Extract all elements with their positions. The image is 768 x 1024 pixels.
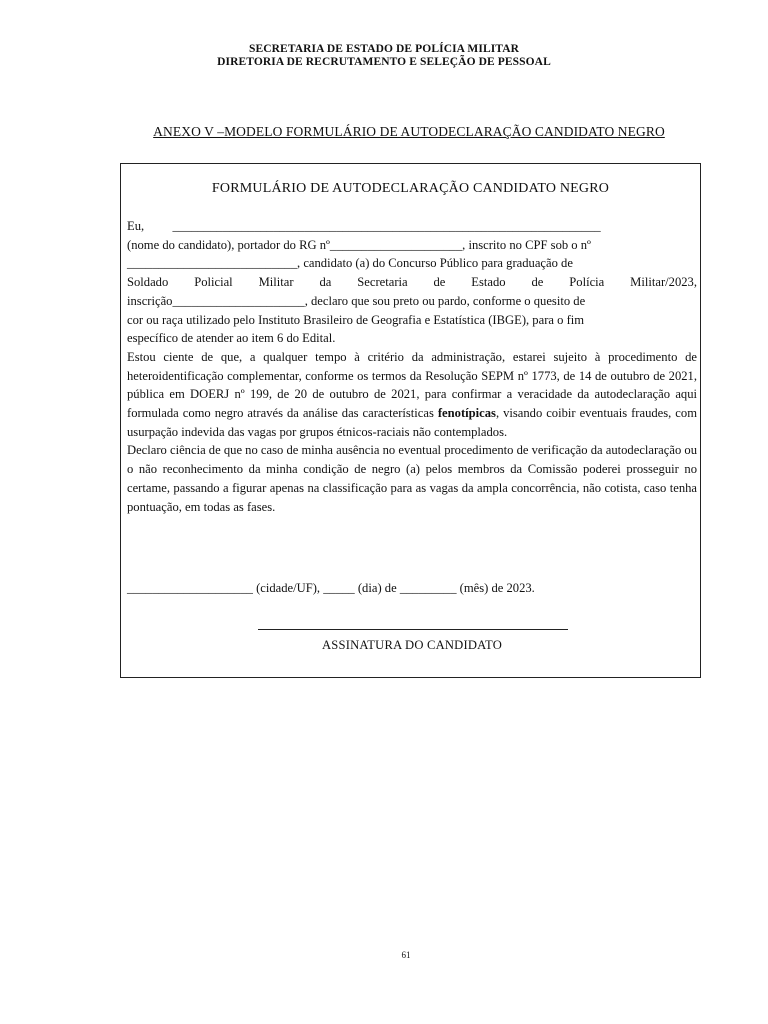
declaration-paragraph <box>127 217 697 348</box>
signature-label: ASSINATURA DO CANDIDATO <box>322 638 502 652</box>
page-number: 61 <box>401 950 411 960</box>
form-title: FORMULÁRIO DE AUTODECLARAÇÃO CANDIDATO NEGRO <box>211 181 610 196</box>
line-edital: específico de atender ao item 6 do Edital. <box>127 331 336 346</box>
line-name: Eu, ____________________________________________________________________ <box>127 219 601 233</box>
document-header <box>0 43 768 69</box>
fenotipicas-bold: fenotípicas <box>437 406 496 421</box>
signature-line <box>258 619 568 630</box>
absence-paragraph: Declaro ciência de que no caso de minha ausência no eventual procedimento de verificação da autodeclaração ou o não reconhecimento da minha condição de negro (a) pelos membros da Comissão poderei prosseguir no certame, passando a figurar apenas na classificação para as vagas da ampla concorrência, não cotista, caso tenha pontuação, em todas as fases. <box>127 443 697 514</box>
form-body <box>127 217 697 516</box>
line-inscricao: inscrição_____________________, declaro que sou preto ou pardo, conforme o quesito de <box>127 293 586 308</box>
self-declaration-form <box>120 163 701 678</box>
line-ibge: cor ou raça utilizado pelo Instituto Brasileiro de Geografia e Estatística (IBGE), para o fim <box>127 312 585 327</box>
line-soldado: Soldado Policial Militar da Secretaria de Estado de Polícia Militar/2023, <box>127 275 697 290</box>
line-rg-cpf: (nome do candidato), portador do RG nº_____________________, inscrito no CPF sob o nº <box>127 237 591 252</box>
awareness-text-end: , visando coibir eventuais fraudes, com usurpação indevida das vagas por grupos étnicos-raciais não contemplados. <box>127 406 697 439</box>
header-line-secretaria: SECRETARIA DE ESTADO DE POLÍCIA MILITAR <box>248 43 520 55</box>
date-line: ____________________ (cidade/UF), _____ (dia) de _________ (mês) de 2023. <box>127 581 535 595</box>
annex-title: ANEXO V –MODELO FORMULÁRIO DE AUTODECLARAÇÃO CANDIDATO NEGRO <box>153 124 665 139</box>
awareness-text: Estou ciente de que, a qualquer tempo à critério da administração, estarei sujeito à procedimento de heteroidentificação complementar, conforme os termos da Resolução SEPM nº 1773, de 14 de outubro de 2021, pública em DOERJ nº 199, de 20 de outubro de 2021, para confirmar a veracidade da autodeclaração aqui formulada como negro através da análise das características <box>127 349 697 421</box>
line-cpf-concurso: ___________________________, candidato (a) do Concurso Público para graduação de <box>127 256 573 271</box>
header-line-diretoria: DIRETORIA DE RECRUTAMENTO E SELEÇÃO DE PESSOAL <box>217 56 551 68</box>
awareness-paragraph <box>127 348 697 442</box>
